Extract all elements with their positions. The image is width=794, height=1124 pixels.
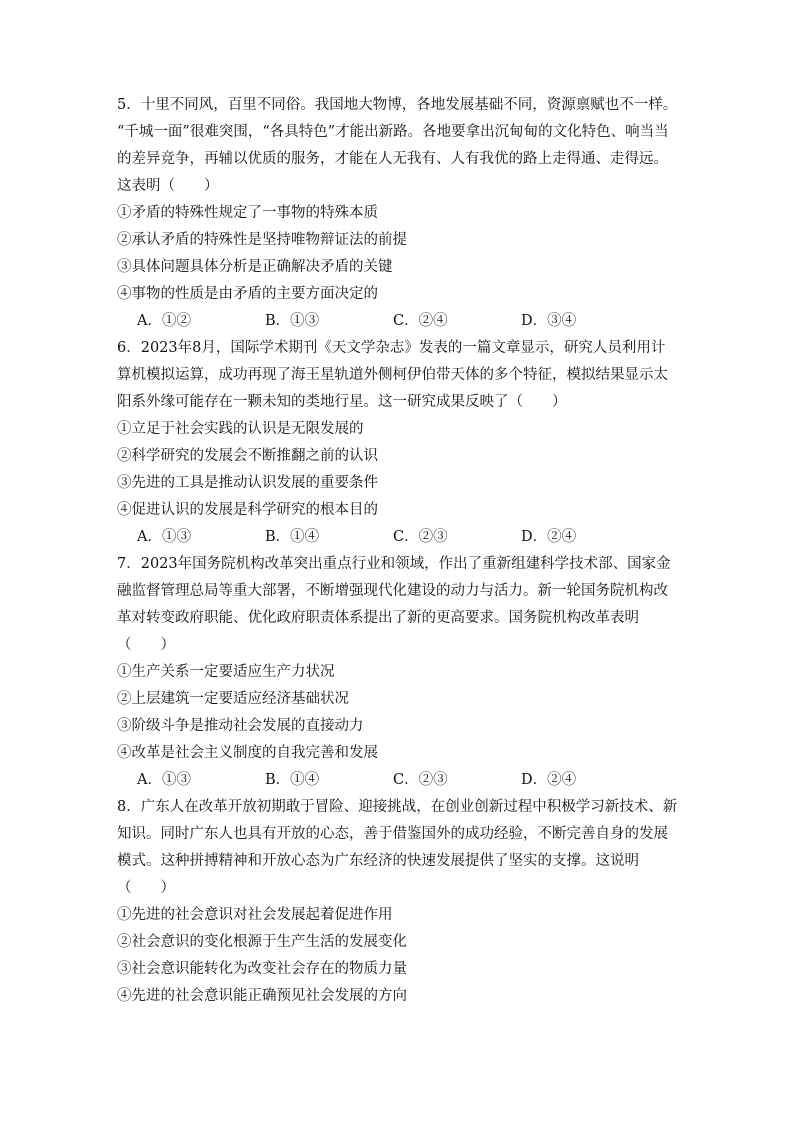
question-7-stem-line-1: 7．2023年国务院机构改革突出重点行业和领域，作出了重新组建科学技术部、国家金 (117, 556, 671, 572)
question-7-option-a[interactable]: A．①③ (137, 772, 191, 788)
question-6 (117, 335, 687, 551)
question-6-option-d[interactable]: D．②④ (521, 529, 577, 545)
question-5-option-a[interactable]: A．①② (137, 313, 191, 329)
question-7-stem-line-2: 融监督管理总局等重大部署，不断增强现代化建设的动力与活力。新一轮国务院机构改 (117, 583, 668, 599)
question-7-option-b[interactable]: B．①④ (265, 772, 320, 788)
question-7-option-d[interactable]: D．②④ (521, 772, 577, 788)
question-7-statement-3: ③阶级斗争是推动社会发展的直接动力 (117, 718, 364, 734)
question-6-statement-2: ②科学研究的发展会不断推翻之前的认识 (117, 448, 378, 464)
question-5-option-d[interactable]: D．③④ (521, 313, 577, 329)
question-5-statement-2: ②承认矛盾的特殊性是坚持唯物辩证法的前提 (117, 232, 407, 248)
question-8-stem-line-4: （ ） (117, 880, 175, 896)
question-5-stem-line-3: 的差异竞争，再辅以优质的服务，才能在人无我有、人有我优的路上走得通、走得远。 (117, 151, 668, 167)
question-7-options (117, 767, 687, 794)
question-7-stem-line-3: 革对转变政府职能、优化政府职责体系提出了新的更高要求。国务院机构改革表明 (117, 610, 639, 626)
question-6-option-b[interactable]: B．①④ (265, 529, 320, 545)
question-7-stem-line-4: （ ） (117, 637, 175, 653)
question-6-stem-line-1: 6．2023年8月，国际学术期刊《天文学杂志》发表的一篇文章显示，研究人员利用计 (117, 340, 666, 356)
exam-page (117, 92, 687, 1010)
question-6-options (117, 524, 687, 551)
question-8-statement-1: ①先进的社会意识对社会发展起着促进作用 (117, 907, 393, 923)
question-8-statement-2: ②社会意识的变化根源于生产生活的发展变化 (117, 934, 407, 950)
question-6-statement-3: ③先进的工具是推动认识发展的重要条件 (117, 475, 378, 491)
question-6-stem-line-3: 阳系外缘可能存在一颗未知的类地行星。这一研究成果反映了（ ） (117, 394, 567, 410)
question-5-statement-3: ③具体问题具体分析是正确解决矛盾的关键 (117, 259, 393, 275)
question-8-stem-line-1: 8．广东人在改革开放初期敢于冒险、迎接挑战，在创业创新过程中积极学习新技术、新 (117, 799, 678, 815)
question-6-statement-1: ①立足于社会实践的认识是无限发展的 (117, 421, 364, 437)
question-8 (117, 794, 687, 1010)
question-5-option-b[interactable]: B．①③ (265, 313, 320, 329)
question-8-stem-line-3: 模式。这种拼搏精神和开放心态为广东经济的快速发展提供了坚实的支撑。这说明 (117, 853, 639, 869)
question-7-statement-1: ①生产关系一定要适应生产力状况 (117, 664, 335, 680)
question-8-statement-4: ④先进的社会意识能正确预见社会发展的方向 (117, 988, 407, 1004)
question-7 (117, 551, 687, 794)
question-5-stem-line-1: 5．十里不同风，百里不同俗。我国地大物博，各地发展基础不同，资源禀赋也不一样。 (117, 97, 678, 113)
question-7-statement-2: ②上层建筑一定要适应经济基础状况 (117, 691, 349, 707)
question-6-statement-4: ④促进认识的发展是科学研究的根本目的 (117, 502, 378, 518)
question-7-option-c[interactable]: C．②③ (393, 772, 448, 788)
question-5-options (117, 308, 687, 335)
question-7-statement-4: ④改革是社会主义制度的自我完善和发展 (117, 745, 378, 761)
question-5-stem-line-2: “千城一面”很难突围，“各具特色”才能出新路。各地要拿出沉甸甸的文化特色、响当当 (117, 124, 669, 140)
question-6-option-a[interactable]: A．①③ (137, 529, 191, 545)
question-8-statement-3: ③社会意识能转化为改变社会存在的物质力量 (117, 961, 407, 977)
question-6-stem-line-2: 算机模拟运算，成功再现了海王星轨道外侧柯伊伯带天体的多个特征，模拟结果显示太 (117, 367, 668, 383)
question-5-option-c[interactable]: C．②④ (393, 313, 448, 329)
question-8-stem-line-2: 知识。同时广东人也具有开放的心态，善于借鉴国外的成功经验，不断完善自身的发展 (117, 826, 668, 842)
question-6-option-c[interactable]: C．②③ (393, 529, 448, 545)
question-5-statement-1: ①矛盾的特殊性规定了一事物的特殊本质 (117, 205, 378, 221)
question-5-stem-line-4: 这表明（ ） (117, 178, 219, 194)
question-5-statement-4: ④事物的性质是由矛盾的主要方面决定的 (117, 286, 378, 302)
question-5 (117, 92, 687, 335)
